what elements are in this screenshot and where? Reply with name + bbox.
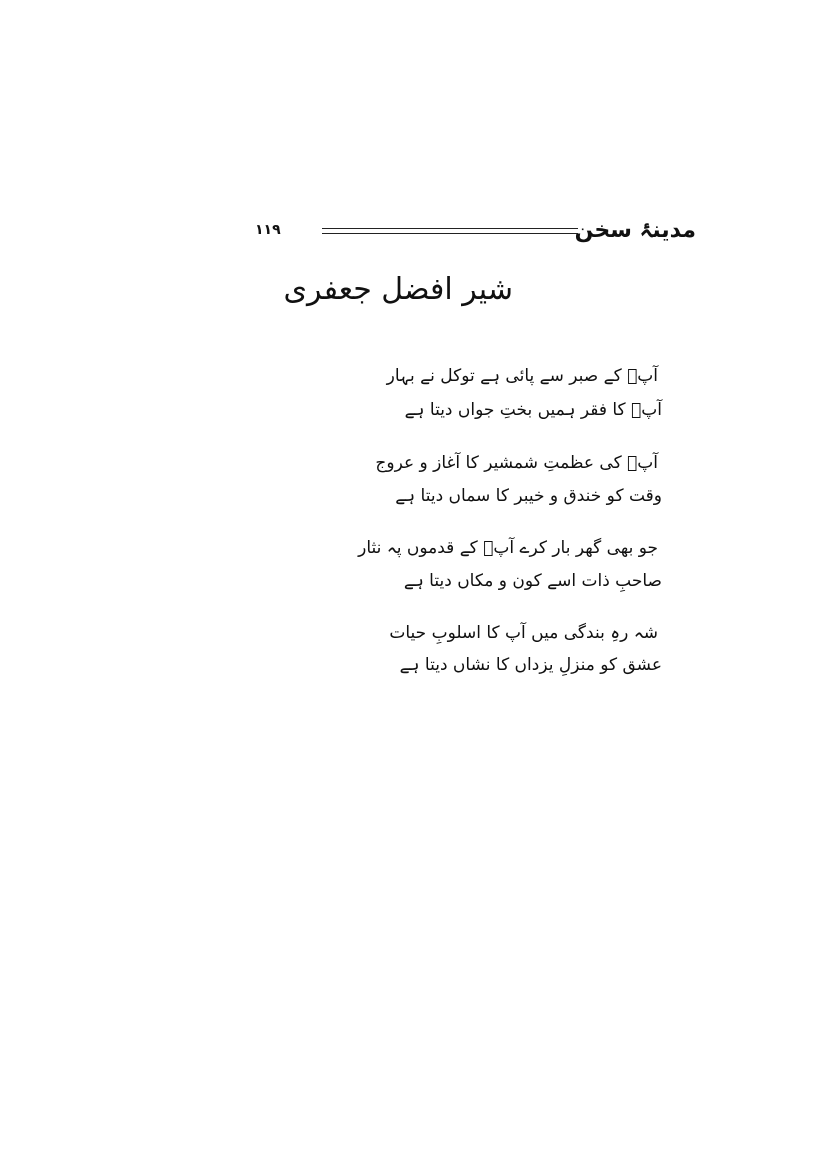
- poem-line: شہ رہِ بندگی میں آپ کا اسلوبِ حیات: [389, 623, 658, 643]
- poem-line: آپؐ کا فقر ہمیں بختِ جواں دیتا ہے: [404, 400, 662, 420]
- page-number: ۱۱۹: [255, 222, 281, 238]
- poem-line: جو بھی گھر بار کرے آپؐ کے قدموں پہ نثار: [358, 538, 658, 558]
- poet-name: شیر افضل جعفری: [283, 272, 513, 307]
- poem-line: صاحبِ ذات اسے کون و مکاں دیتا ہے: [403, 571, 662, 591]
- poem-line: وقت کو خندق و خیبر کا سماں دیتا ہے: [395, 486, 662, 506]
- poem-line: عشق کو منزلِ یزداں کا نشاں دیتا ہے: [399, 655, 662, 675]
- running-header-title: مدینۂ سخن: [574, 218, 696, 243]
- poem-line: آپؐ کی عظمتِ شمشیر کا آغاز و عروج: [375, 453, 658, 473]
- poem: [270, 0, 670, 1169]
- poem-line: آپؐ کے صبر سے پائی ہے توکل نے بہار: [386, 366, 658, 386]
